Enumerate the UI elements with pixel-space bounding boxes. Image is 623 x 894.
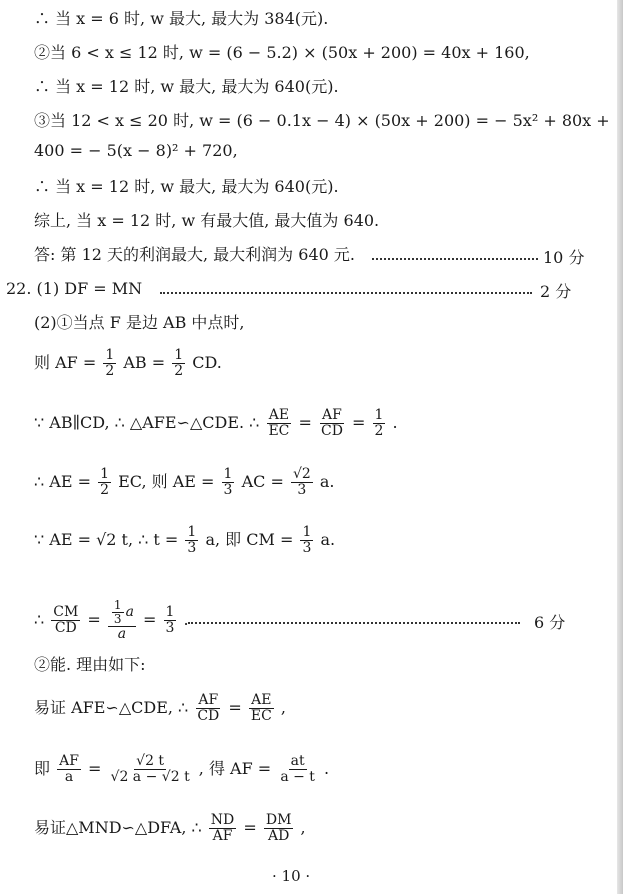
fraction-nd-af: $\frac{ND}{AF}$ bbox=[210, 812, 235, 844]
text-segment: 即 bbox=[34, 759, 51, 778]
text-segment: , bbox=[300, 818, 306, 837]
text-segment: , bbox=[280, 698, 286, 717]
fraction-third: $\frac{1}{3}$ bbox=[187, 524, 197, 556]
line-similar-triangles bbox=[34, 405, 398, 441]
text-segment: 易证 AFE∽△CDE, ∴ bbox=[34, 698, 189, 717]
score-10: 10 分 bbox=[543, 248, 585, 267]
fraction-third: $\frac{1}{3}$ bbox=[165, 604, 175, 636]
text-segment: AB = bbox=[123, 353, 166, 372]
line-case3: ③当 12 < x ≤ 20 时, w = (6 − 0.1x − 4) × (50x + 200) = − 5x² + 80x + bbox=[34, 111, 610, 130]
text-segment: = bbox=[243, 818, 257, 837]
fraction-half: $\frac{1}{2}$ bbox=[374, 407, 384, 439]
fraction-af-cd: $\frac{AF}{CD}$ bbox=[197, 692, 220, 724]
line-answer: 答: 第 12 天的利润最大, 最大利润为 640 元. bbox=[34, 245, 355, 264]
line-max-640-a: ∴ 当 x = 12 时, w 最大, 最大为 640(元). bbox=[34, 77, 339, 96]
scan-edge-shadow bbox=[617, 0, 623, 894]
fraction-cm-cd: $\frac{CM}{CD}$ bbox=[53, 604, 79, 636]
dot-leader-10 bbox=[372, 258, 538, 260]
text-segment: = bbox=[88, 759, 102, 778]
fraction-ae-ec: $\frac{AE}{EC}$ bbox=[268, 407, 290, 439]
text-segment: 易证△MND∽△DFA, ∴ bbox=[34, 818, 202, 837]
text-segment: . bbox=[183, 610, 189, 629]
line-q22-part2: (2)①当点 F 是边 AB 中点时, bbox=[34, 313, 245, 332]
text-segment: AC = bbox=[241, 472, 284, 491]
line-cm-cd-ratio bbox=[34, 594, 189, 646]
text-segment: = bbox=[352, 413, 366, 432]
text-segment: . bbox=[392, 413, 398, 432]
line-t-value bbox=[34, 522, 335, 558]
text-segment: = bbox=[228, 698, 242, 717]
fraction-third: $\frac{1}{3}$ bbox=[302, 524, 312, 556]
fraction-ae-ec: $\frac{AE}{EC}$ bbox=[250, 692, 272, 724]
text-segment: = bbox=[87, 610, 101, 629]
fraction-half: $\frac{1}{2}$ bbox=[105, 347, 115, 379]
fraction-third: $\frac{1}{3}$ bbox=[223, 466, 233, 498]
score-2: 2 分 bbox=[540, 282, 572, 301]
fraction-half: $\frac{1}{2}$ bbox=[100, 466, 110, 498]
fraction-complex: $\frac{1}{3}$ a a bbox=[108, 599, 136, 642]
line-prove-mnd-dfa bbox=[34, 810, 306, 846]
fraction-af-cd: $\frac{AF}{CD}$ bbox=[320, 407, 343, 439]
text-segment: CD. bbox=[192, 353, 222, 372]
page-number: · 10 · bbox=[272, 867, 311, 885]
text-segment: ∴ bbox=[34, 610, 45, 629]
dot-leader-2 bbox=[160, 292, 532, 294]
line-ae-value bbox=[34, 464, 335, 500]
fraction-at: $\frac{at}{a - t}$ bbox=[280, 753, 315, 785]
line-summary: 综上, 当 x = 12 时, w 有最大值, 最大值为 640. bbox=[34, 211, 380, 230]
text-segment: . bbox=[324, 759, 330, 778]
fraction-half: $\frac{1}{2}$ bbox=[174, 347, 184, 379]
text-segment: , 得 AF = bbox=[198, 759, 272, 778]
text-segment: = bbox=[143, 610, 157, 629]
fraction-dm-ad: $\frac{DM}{AD}$ bbox=[265, 812, 292, 844]
dot-leader-6 bbox=[188, 622, 520, 624]
text-segment: 则 AF = bbox=[34, 353, 97, 372]
text-segment: = bbox=[298, 413, 312, 432]
line-af-expression bbox=[34, 750, 329, 788]
text-segment: ∵ AB∥CD, ∴ △AFE∽△CDE. ∴ bbox=[34, 413, 260, 432]
line-q22-part1: 22. (1) DF = MN bbox=[6, 279, 143, 298]
line-case2: ②当 6 < x ≤ 12 时, w = (6 − 5.2) × (50x + 200) = 40x + 160, bbox=[34, 43, 530, 62]
line-af-half bbox=[34, 347, 222, 379]
line-max-384: ∴ 当 x = 6 时, w 最大, 最大为 384(元). bbox=[34, 9, 329, 28]
fraction-sqrt2t: $\frac{√2 t}{√2 a - √2 t}$ bbox=[110, 753, 190, 785]
text-segment: a, 即 CM = bbox=[205, 530, 294, 549]
text-segment: a. bbox=[319, 472, 335, 491]
line-part2-yes: ②能. 理由如下: bbox=[34, 655, 146, 674]
text-segment: ∵ AE = √2 t, ∴ t = bbox=[34, 530, 179, 549]
line-prove-afe-cde bbox=[34, 690, 286, 726]
text-segment: EC, 则 AE = bbox=[118, 472, 215, 491]
score-6: 6 分 bbox=[534, 613, 566, 632]
text-segment: ∴ AE = bbox=[34, 472, 91, 491]
fraction-sqrt2-3: $\frac{√2}{3}$ bbox=[292, 466, 311, 498]
line-max-640-b: ∴ 当 x = 12 时, w 最大, 最大为 640(元). bbox=[34, 177, 339, 196]
fraction-af-a: $\frac{AF}{a}$ bbox=[59, 753, 79, 785]
line-case3-cont: 400 = − 5(x − 8)² + 720, bbox=[34, 141, 238, 160]
text-segment: a. bbox=[320, 530, 336, 549]
